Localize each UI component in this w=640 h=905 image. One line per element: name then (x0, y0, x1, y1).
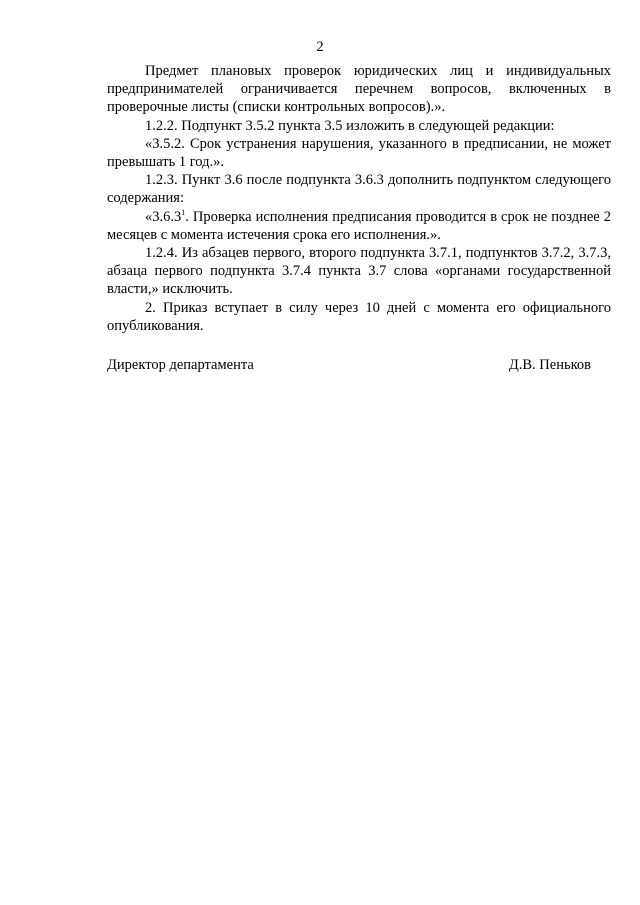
superscript-marker: 1 (181, 207, 186, 217)
paragraph-3-5-2-quote: «3.5.2. Срок устранения нарушения, указанного в предписании, не может превышать 1 год.». (107, 135, 611, 171)
paragraph-1-2-3: 1.2.3. Пункт 3.6 после подпункта 3.6.3 дополнить подпунктом следующего содержания: (107, 172, 611, 207)
document-body (107, 62, 611, 335)
paragraph-3-6-3-1-number: «3.6.3 (145, 208, 182, 225)
paragraph-3-6-3-1-quote (107, 208, 611, 244)
signatory-name: Д.В. Пеньков (508, 357, 591, 373)
paragraph-3-6-3-1-text: . Проверка исполнения предписания проводится в срок не позднее 2 месяцев с момента истечения срока его исполнения.». (107, 208, 611, 243)
signatory-title: Директор департамента (107, 357, 254, 373)
paragraph-1-2-2: 1.2.2. Подпункт 3.5.2 пункта 3.5 изложить в следующей редакции: (145, 117, 555, 134)
paragraph-2-effective-date: 2. Приказ вступает в силу через 10 дней с момента его официального опубликования. (107, 299, 611, 334)
paragraph-inspection-subject: Предмет плановых проверок юридических лиц и индивидуальных предпринимателей ограничивается перечнем вопросов, включенных в проверочные листы (списки контрольных вопросов).». (107, 63, 611, 116)
paragraph-1-2-4: 1.2.4. Из абзацев первого, второго подпункта 3.7.1, подпунктов 3.7.2, 3.7.3, абзаца первого подпункта 3.7.4 пункта 3.7 слова «органами государственной власти,» исключить. (107, 245, 611, 298)
page-number: 2 (316, 39, 324, 55)
